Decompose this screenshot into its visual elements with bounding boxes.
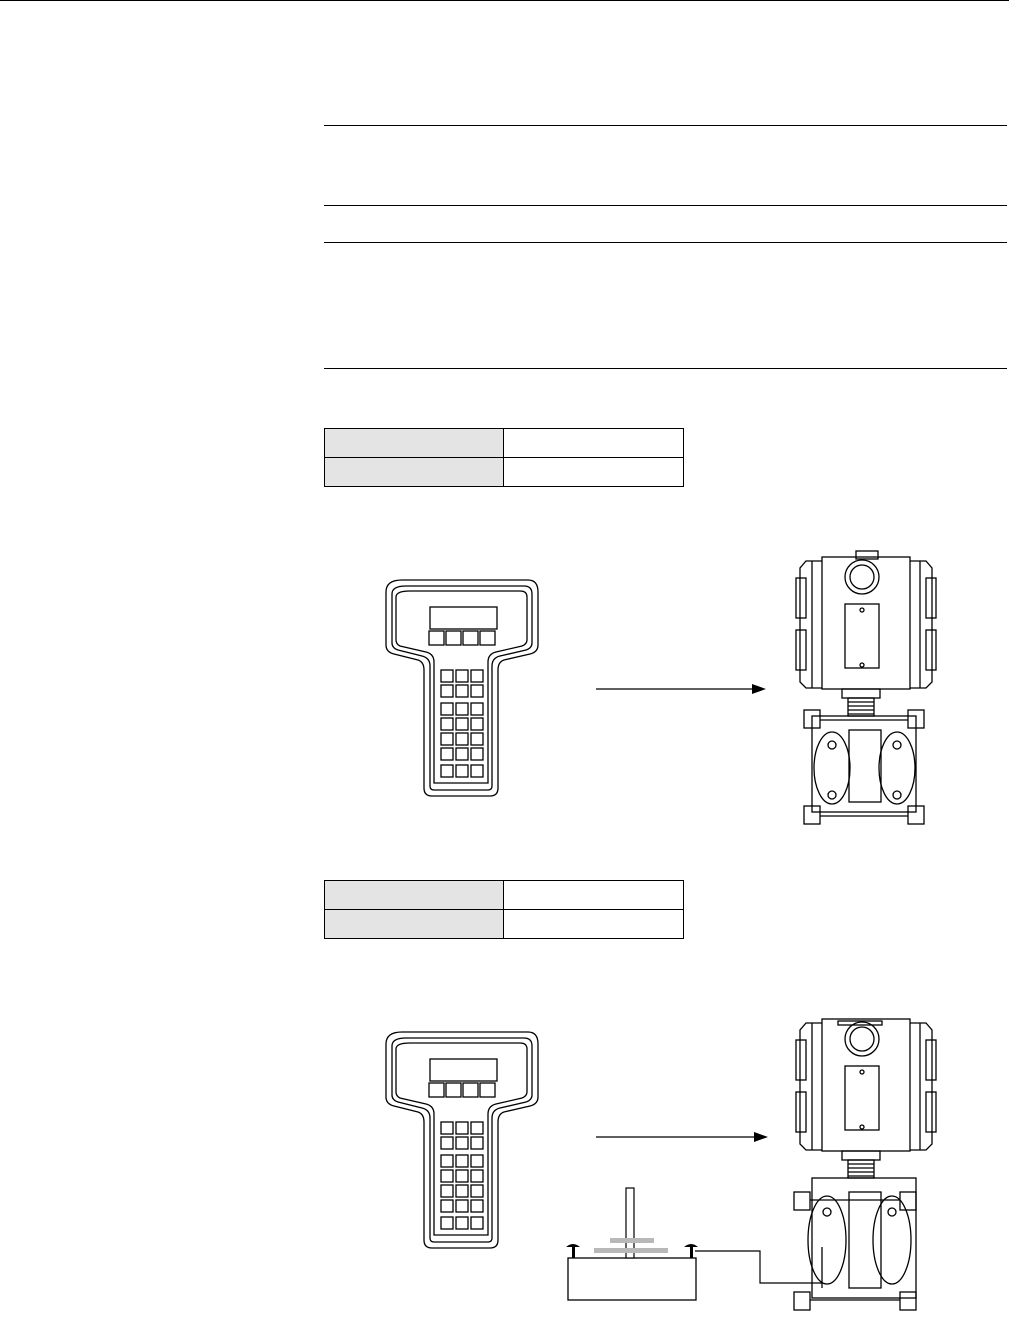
arrow-icon [596,1132,768,1142]
pressure-transmitter-icon [794,1019,936,1310]
deadweight-tester-icon [566,1188,822,1300]
handheld-communicator-icon [386,1032,538,1248]
